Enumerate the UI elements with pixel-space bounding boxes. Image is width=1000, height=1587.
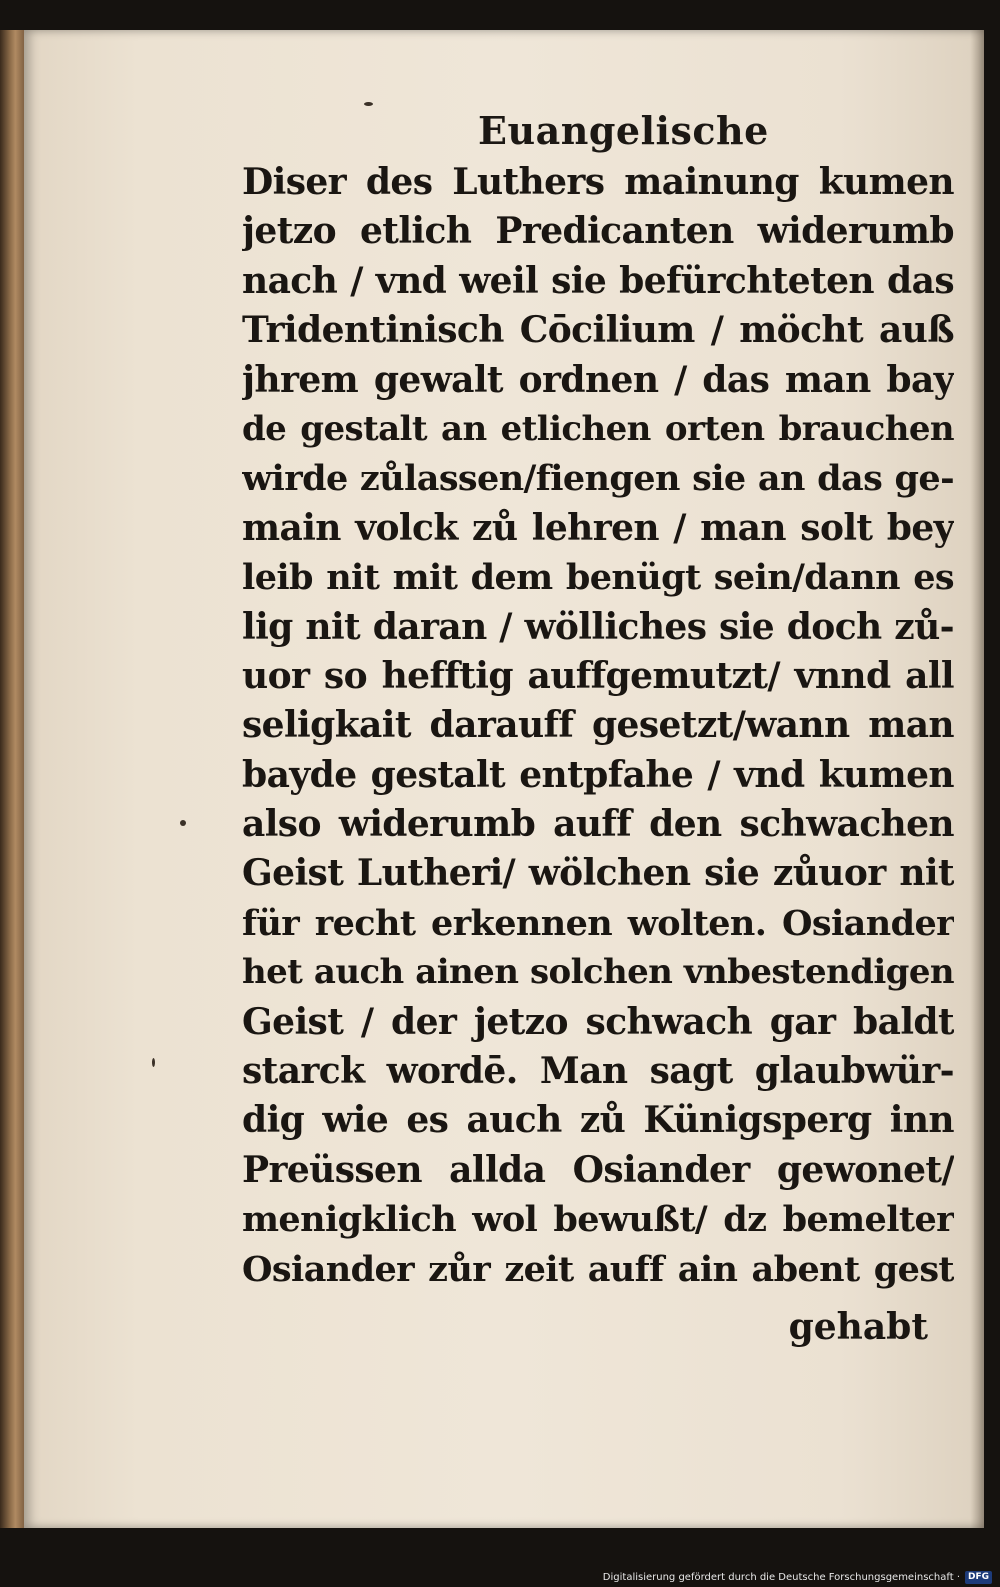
text-line: Preüssen allda Osiander gewonet/ [242, 1148, 954, 1191]
text-line: main volck zů lehren / man solt bey [242, 506, 954, 549]
text-line: wirde zůlassen/fiengen sie an das ge- [242, 458, 954, 500]
ink-speck [180, 820, 186, 826]
text-line: de gestalt an etlichen orten brauchen [242, 408, 954, 449]
text-line: also widerumb auff den schwachen [242, 803, 954, 846]
text-line: Osiander zůr zeit auff ain abent gest [242, 1248, 954, 1290]
text-line: uor so hefftig auffgemutzt/ vnnd all [242, 654, 954, 697]
text-line: dig wie es auch zů Künigsperg inn [242, 1099, 954, 1142]
text-line: jetzo etlich Predicanten widerumb [242, 210, 954, 253]
text-line: nach / vnd weil sie befürchteten das [242, 259, 954, 302]
dfg-logo-badge: DFG [965, 1571, 992, 1584]
text-line: starck wordē. Man sagt glaubwür- [242, 1050, 954, 1093]
book-page [24, 30, 984, 1528]
digitization-credit: Digitalisierung gefördert durch die Deutsche Forschungsgemeinschaft · [602, 1572, 960, 1583]
text-line: Diser des Luthers mainung kumen [242, 161, 954, 203]
text-line: menigklich wol bewußt/ dz bemelter [242, 1199, 954, 1241]
running-head: Euangelische [478, 108, 769, 153]
text-line: Geist Lutheri/ wölchen sie zůuor nit [242, 852, 954, 895]
text-line: bayde gestalt entpfahe / vnd kumen [242, 753, 954, 796]
text-block [242, 158, 954, 1294]
text-line: für recht erkennen wolten. Osiander [242, 902, 954, 944]
text-line: Tridentinisch Cōcilium / möcht auß [242, 309, 954, 352]
text-line: seligkait darauff gesetzt/wann man [242, 704, 954, 747]
catchword: gehabt [788, 1306, 928, 1348]
text-line: Geist / der jetzo schwach gar baldt [242, 1000, 954, 1043]
text-line: het auch ainen solchen vnbestendigen [242, 952, 954, 993]
ink-speck [364, 102, 373, 106]
text-line: jhrem gewalt ordnen / das man bay [242, 358, 954, 401]
ink-speck [152, 1058, 155, 1067]
text-line: leib nit mit dem benügt sein/dann es [242, 557, 954, 599]
page-gutter-shadow [970, 30, 984, 1528]
text-line: lig nit daran / wölliches sie doch zů- [242, 605, 954, 648]
